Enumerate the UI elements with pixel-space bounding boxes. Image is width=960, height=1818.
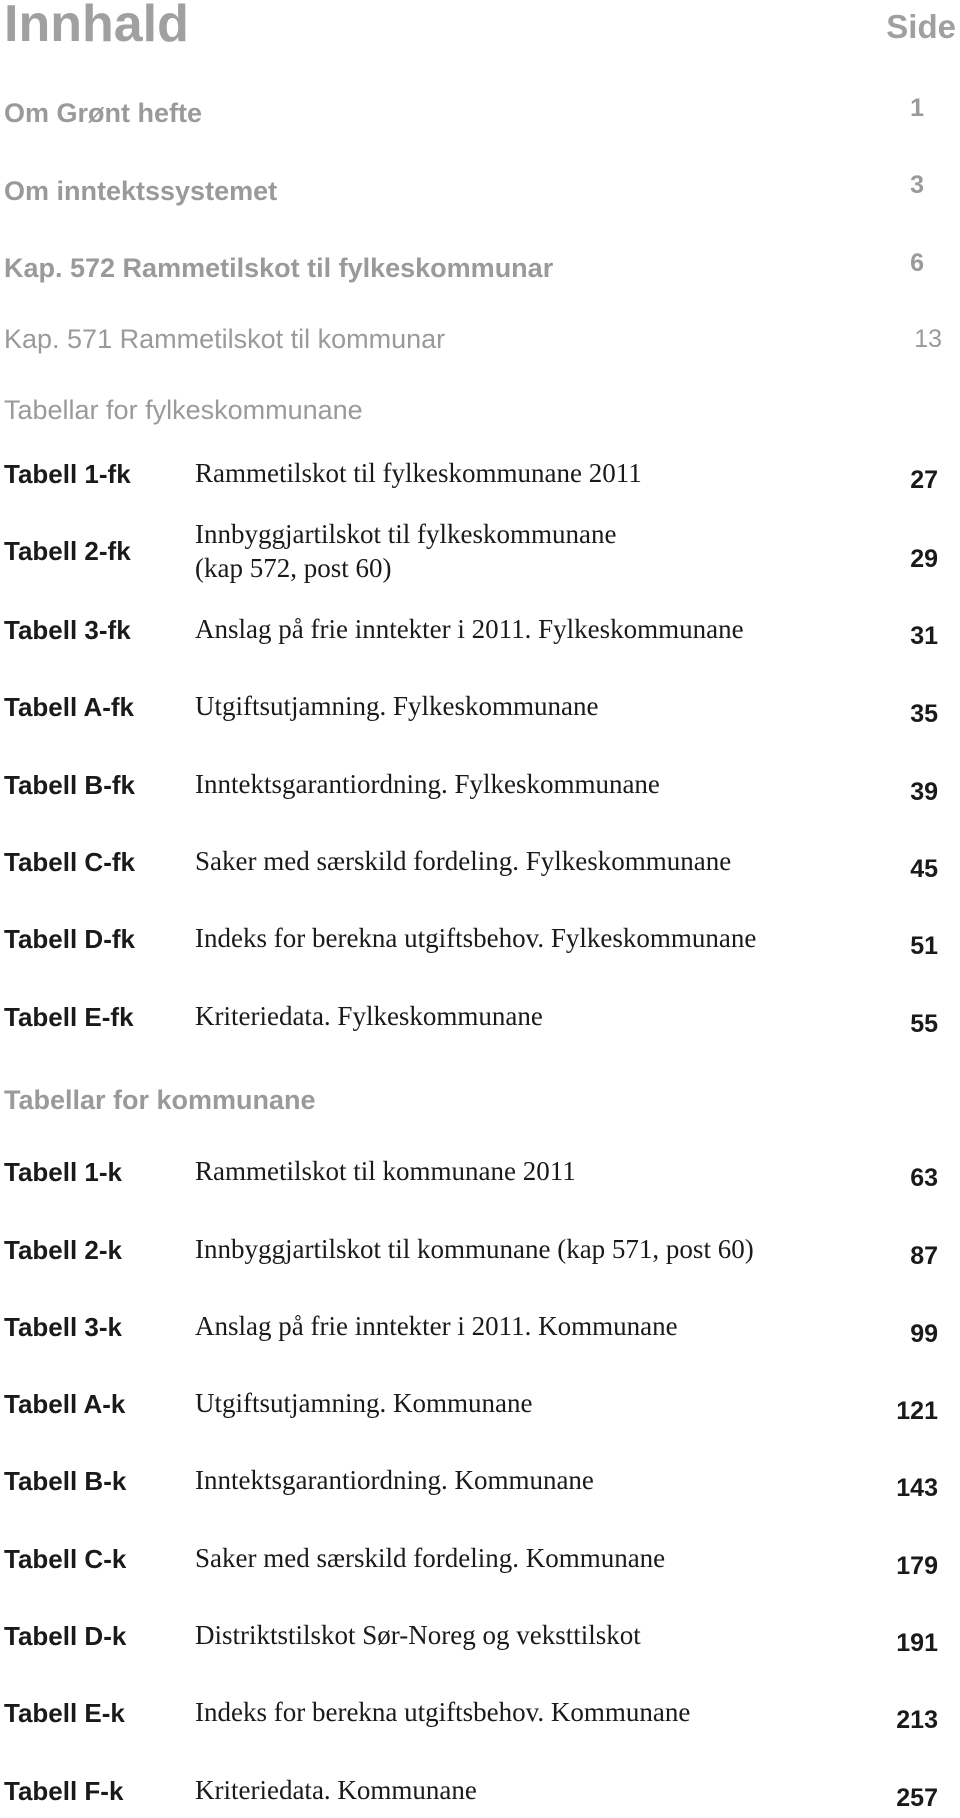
table-description[interactable]: Kriteriedata. Kommunane (195, 1775, 477, 1805)
table-description[interactable]: Inntektsgarantiordning. Kommunane (195, 1465, 594, 1495)
table-page-number: 87 (910, 1242, 938, 1270)
table-label: Tabell A-k (4, 1389, 126, 1419)
table-page-number: 179 (896, 1552, 938, 1580)
toc-entry-om-inntektssystemet[interactable]: Om inntektssystemet (4, 176, 278, 206)
table-page-number: 143 (896, 1474, 938, 1502)
table-label: Tabell D-fk (4, 924, 135, 954)
table-page-number: 63 (910, 1164, 938, 1192)
table-description[interactable]: Saker med særskild fordeling. Fylkeskommunane (195, 846, 732, 876)
table-label: Tabell B-k (4, 1466, 127, 1496)
table-description[interactable]: Innbyggjartilskot til fylkeskommunane (195, 519, 617, 549)
table-page-number: 39 (910, 778, 938, 806)
table-label: Tabell 3-k (4, 1312, 123, 1342)
table-label: Tabell C-fk (4, 847, 135, 877)
table-description-cont[interactable]: (kap 572, post 60) (195, 553, 392, 583)
table-page-number: 257 (896, 1784, 938, 1812)
table-label: Tabell 2-k (4, 1235, 123, 1265)
toc-page-number: 1 (910, 94, 924, 122)
table-page-number: 29 (910, 545, 938, 573)
table-label: Tabell C-k (4, 1544, 127, 1574)
table-label: Tabell 2-fk (4, 536, 131, 566)
table-page-number: 191 (896, 1629, 938, 1657)
table-description[interactable]: Indeks for berekna utgiftsbehov. Fylkeskommunane (195, 923, 757, 953)
table-page-number: 35 (910, 700, 938, 728)
table-page-number: 31 (910, 622, 938, 650)
table-label: Tabell F-k (4, 1776, 124, 1806)
table-description[interactable]: Innbyggjartilskot til kommunane (kap 571, post 60) (195, 1234, 754, 1264)
table-label: Tabell 1-fk (4, 459, 131, 489)
table-page-number: 55 (910, 1010, 938, 1038)
toc-page-number: 6 (910, 249, 924, 277)
page-column-header: Side (886, 8, 956, 45)
table-description[interactable]: Saker med særskild fordeling. Kommunane (195, 1543, 666, 1573)
table-description[interactable]: Utgiftsutjamning. Kommunane (195, 1388, 533, 1418)
table-page-number: 45 (910, 855, 938, 883)
table-label: Tabell 3-fk (4, 615, 131, 645)
table-label: Tabell A-fk (4, 692, 135, 722)
table-label: Tabell E-k (4, 1698, 125, 1728)
toc-entry-om-gront-hefte[interactable]: Om Grønt hefte (4, 98, 203, 128)
toc-page-number: 3 (910, 171, 924, 199)
section-heading-kommunane: Tabellar for kommunane (4, 1085, 316, 1115)
table-label: Tabell E-fk (4, 1002, 134, 1032)
section-heading-fylkeskommunane: Tabellar for fylkeskommunane (4, 395, 363, 425)
toc-entry-kap-572[interactable]: Kap. 572 Rammetilskot til fylkeskommunar (4, 253, 554, 283)
table-description[interactable]: Inntektsgarantiordning. Fylkeskommunane (195, 769, 660, 799)
table-description[interactable]: Anslag på frie inntekter i 2011. Kommunane (195, 1311, 678, 1341)
table-label: Tabell D-k (4, 1621, 127, 1651)
table-label: Tabell 1-k (4, 1157, 123, 1187)
table-description[interactable]: Rammetilskot til fylkeskommunane 2011 (195, 458, 642, 488)
table-description[interactable]: Distriktstilskot Sør-Noreg og veksttilskot (195, 1620, 641, 1650)
table-page-number: 121 (896, 1397, 938, 1425)
page-title: Innhald (4, 0, 189, 53)
table-description[interactable]: Anslag på frie inntekter i 2011. Fylkeskommunane (195, 614, 744, 644)
table-description[interactable]: Kriteriedata. Fylkeskommunane (195, 1001, 543, 1031)
table-page-number: 27 (910, 466, 938, 494)
toc-entry-kap-571[interactable]: Kap. 571 Rammetilskot til kommunar (4, 324, 446, 354)
table-page-number: 213 (896, 1706, 938, 1734)
toc-page-number: 13 (914, 325, 942, 353)
table-label: Tabell B-fk (4, 770, 135, 800)
table-page-number: 99 (910, 1320, 938, 1348)
table-page-number: 51 (910, 932, 938, 960)
table-description[interactable]: Rammetilskot til kommunane 2011 (195, 1156, 576, 1186)
table-description[interactable]: Indeks for berekna utgiftsbehov. Kommunane (195, 1697, 691, 1727)
table-description[interactable]: Utgiftsutjamning. Fylkeskommunane (195, 691, 599, 721)
